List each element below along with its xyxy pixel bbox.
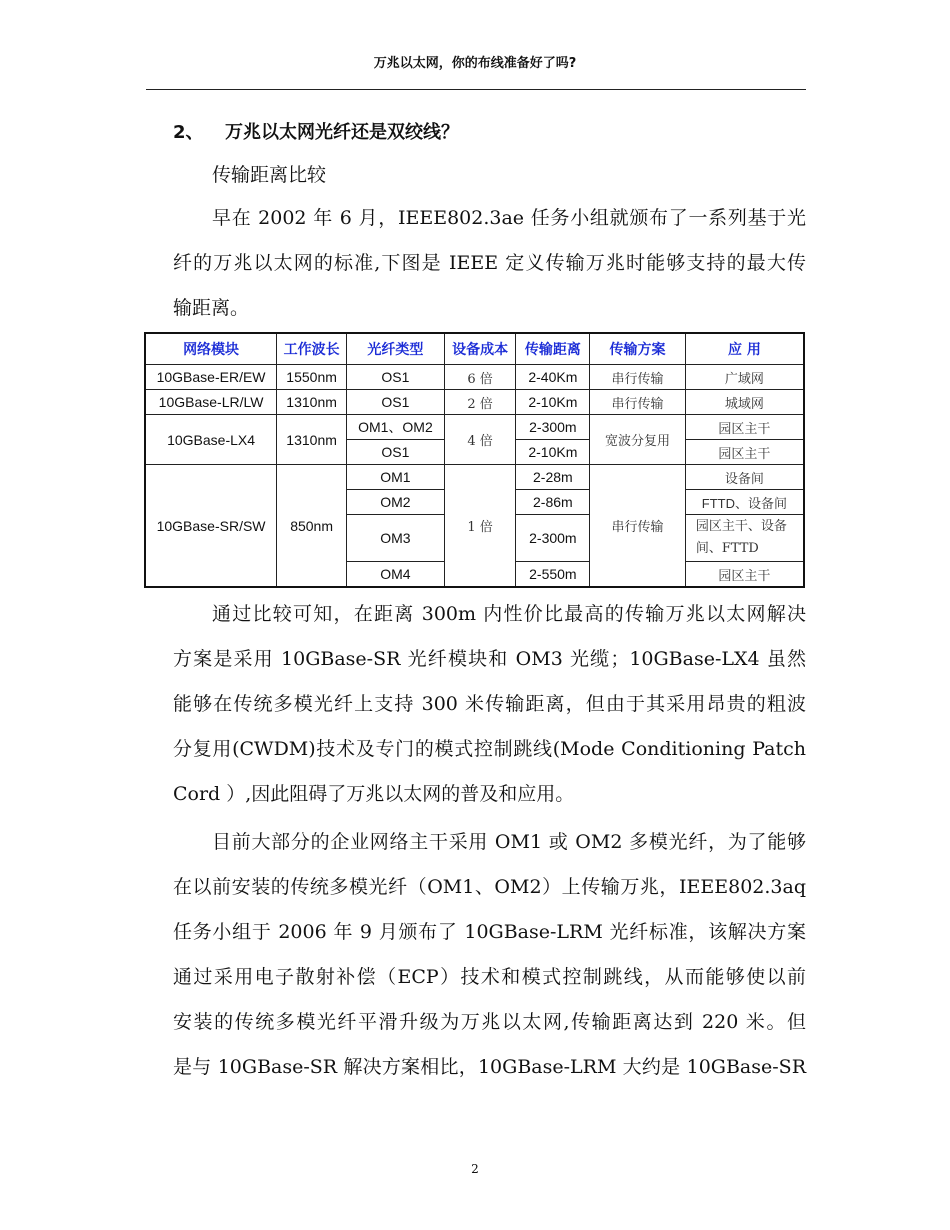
paragraph-line: 是与 10GBase-SR 解决方案相比，10GBase-LRM 大约是 10GBase-SR [173, 1056, 806, 1078]
paragraph-line: 目前大部分的企业网络主干采用 OM1 或 OM2 多模光纤，为了能够 [212, 831, 806, 853]
cell-distance: 2-86m [516, 490, 590, 515]
cell-wavelength: 1310nm [277, 415, 347, 465]
cell-cost: 1 倍 [444, 465, 516, 588]
fiber-spec-table [144, 332, 805, 588]
cell-distance: 2-300m [516, 515, 590, 562]
cell-module: 10GBase-LX4 [145, 415, 277, 465]
intro-paragraph [173, 196, 806, 331]
cell-cost: 6 倍 [444, 365, 516, 390]
cell-distance: 2-550m [516, 562, 590, 588]
table-row [145, 415, 804, 440]
paragraph-line: 早在 2002 年 6 月，IEEE802.3ae 任务小组就颁布了一系列基于光 [212, 207, 806, 229]
cell-fiber: OS1 [347, 390, 445, 415]
cell-scheme: 串行传输 [590, 390, 686, 415]
cell-distance: 2-10Km [516, 440, 590, 465]
paragraph-line: 能够在传统多模光纤上支持 300 米传输距离，但由于其采用昂贵的粗波 [173, 693, 806, 715]
paragraph-line: 方案是采用 10GBase-SR 光纤模块和 OM3 光缆；10GBase-LX4 虽然 [173, 648, 806, 670]
paragraph-line: 通过比较可知，在距离 300m 内性价比最高的传输万兆以太网解决 [212, 603, 806, 625]
paragraph-line: 纤的万兆以太网的标准,下图是 IEEE 定义传输万兆时能够支持的最大传 [173, 252, 806, 274]
table-header: 传输方案 [590, 333, 686, 365]
paragraph-line: 通过采用电子散射补偿（ECP）技术和模式控制跳线，从而能够使以前 [173, 966, 806, 988]
paragraph-line: 分复用(CWDM)技术及专门的模式控制跳线(Mode Conditioning Patch [173, 738, 806, 760]
cell-application: 设备间 [685, 465, 804, 490]
cell-scheme: 串行传输 [590, 465, 686, 588]
cell-application: 园区主干 [685, 440, 804, 465]
cell-wavelength: 1310nm [277, 390, 347, 415]
cell-module: 10GBase-LR/LW [145, 390, 277, 415]
paragraph-line: Cord ）,因此阻碍了万兆以太网的普及和应用。 [173, 783, 575, 805]
cell-fiber: OM1 [347, 465, 445, 490]
cell-fiber: OM4 [347, 562, 445, 588]
cell-application: 广域网 [685, 365, 804, 390]
table-header: 传输距离 [516, 333, 590, 365]
cell-cost: 2 倍 [444, 390, 516, 415]
cell-fiber: OS1 [347, 365, 445, 390]
cell-distance: 2-40Km [516, 365, 590, 390]
cell-application: 城域网 [685, 390, 804, 415]
cell-module: 10GBase-SR/SW [145, 465, 277, 588]
cell-distance: 2-10Km [516, 390, 590, 415]
cell-wavelength: 850nm [277, 465, 347, 588]
cell-application: 园区主干 [685, 415, 804, 440]
table-row [145, 390, 804, 415]
paragraph-line: 任务小组于 2006 年 9 月颁布了 10GBase-LRM 光纤标准，该解决方案 [173, 921, 806, 943]
cell-application: FTTD、设备间 [685, 490, 804, 515]
subtitle: 传输距离比较 [212, 164, 327, 186]
section-heading [173, 118, 459, 144]
cell-fiber: OM1、OM2 [347, 415, 445, 440]
section-title: 万兆以太网光纤还是双绞线？ [225, 122, 459, 143]
cell-wavelength: 1550nm [277, 365, 347, 390]
cell-scheme: 串行传输 [590, 365, 686, 390]
cell-fiber: OM3 [347, 515, 445, 562]
header-divider [146, 89, 806, 90]
cell-fiber: OM2 [347, 490, 445, 515]
table-header: 光纤类型 [347, 333, 445, 365]
cell-application-line: 间、FTTD [695, 541, 759, 556]
page-number: 2 [471, 1162, 479, 1176]
table-header-row [145, 333, 804, 365]
cell-application-line: 园区主干、设备 [695, 519, 787, 534]
page-header-title: 万兆以太网，你的布线准备好了吗? [373, 56, 577, 71]
cell-module: 10GBase-ER/EW [145, 365, 277, 390]
paragraph-line: 在以前安装的传统多模光纤（OM1、OM2）上传输万兆，IEEE802.3aq [173, 876, 806, 898]
cell-application [685, 515, 804, 562]
table-header: 应 用 [685, 333, 804, 365]
table-header: 工作波长 [277, 333, 347, 365]
cell-distance: 2-300m [516, 415, 590, 440]
lrm-paragraph [173, 820, 806, 1090]
table-row [145, 365, 804, 390]
paragraph-line: 输距离。 [173, 297, 250, 319]
comparison-paragraph [173, 592, 806, 817]
cell-fiber: OS1 [347, 440, 445, 465]
cell-application: 园区主干 [685, 562, 804, 588]
section-number: 2、 [173, 122, 204, 143]
table-header: 设备成本 [444, 333, 516, 365]
cell-distance: 2-28m [516, 465, 590, 490]
table-row [145, 465, 804, 490]
table-header: 网络模块 [145, 333, 277, 365]
cell-scheme: 宽波分复用 [590, 415, 686, 465]
cell-cost: 4 倍 [444, 415, 516, 465]
paragraph-line: 安装的传统多模光纤平滑升级为万兆以太网,传输距离达到 220 米。但 [173, 1011, 806, 1033]
